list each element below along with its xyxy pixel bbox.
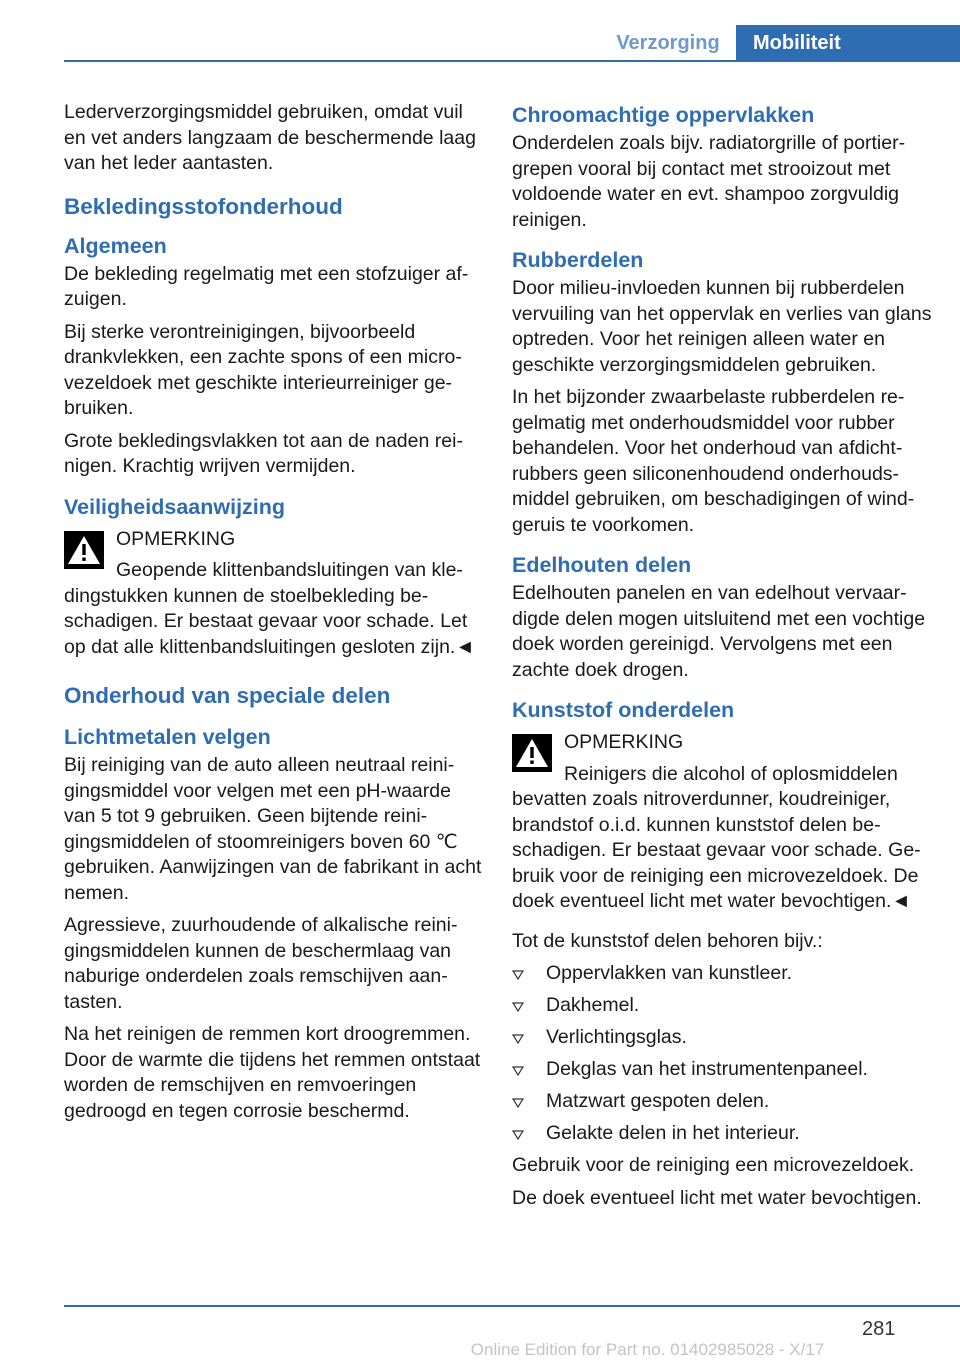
right-column bbox=[512, 102, 932, 1218]
page-number: 281 bbox=[862, 1318, 896, 1340]
paragraph-edelhout: Edelhouten panelen en van edelhout vervaardigde delen mogen uitsluitend met een vochtige doek worden gereinigd. Vervolgens met een zachte doek drogen. bbox=[512, 582, 926, 681]
paragraph-rubber-1: Door milieu-invloeden kunnen bij rubberdelen vervuiling van het oppervlak en verlies van glans optreden. Voor het reinigen alleen water en geschikte verzorgingsmiddelen gebruiken. bbox=[512, 277, 932, 376]
list-item bbox=[512, 993, 932, 1019]
edition-text: Online Edition for Part no. 01402985028 - X/17 bbox=[470, 1340, 825, 1359]
list-item bbox=[512, 961, 932, 987]
paragraph-velgen-2: Agressieve, zuurhoudende of alkalische reinigingsmiddelen kunnen de beschermlaag van naburige onderdelen zoals remschijven aantasten. bbox=[64, 914, 458, 1013]
edition-note bbox=[0, 1340, 960, 1360]
section-heading-speciaal: Onderhoud van speciale delen bbox=[64, 683, 391, 708]
list-item bbox=[512, 1025, 932, 1051]
warning-title: OPMERKING bbox=[564, 731, 684, 753]
list-item-text: Dekglas van het instrumentenpaneel. bbox=[546, 1058, 868, 1080]
warning-title: OPMERKING bbox=[116, 527, 236, 550]
header-tab-mobiliteit[interactable]: Mobiliteit bbox=[736, 25, 960, 61]
subheading-algemeen: Algemeen bbox=[64, 233, 167, 258]
triangle-bullet-icon bbox=[512, 1130, 524, 1140]
list-item-text: Dakhemel. bbox=[546, 994, 640, 1016]
paragraph-end-1: Gebruik voor de reiniging een microvezeldoek. bbox=[512, 1154, 915, 1176]
paragraph-rubber-2: In het bijzonder zwaarbelaste rubberdelen regelmatig met onderhoudsmiddel voor rubber behandelen. Voor het onderhoud van afdichtrubbers geen siliconenhoudend onderhoudsmiddel gebruiken, om beschadigingen of windgeruis te voorkomen. bbox=[512, 386, 915, 536]
subheading-rubber: Rubberdelen bbox=[512, 248, 644, 272]
triangle-bullet-icon bbox=[512, 1002, 524, 1012]
list-item-text: Verlichtingsglas. bbox=[546, 1026, 687, 1048]
warning-triangle-icon bbox=[64, 531, 104, 569]
list-item-text: Oppervlakken van kunstleer. bbox=[546, 962, 793, 984]
header-rule bbox=[64, 60, 960, 62]
paragraph-velgen-1: Bij reiniging van de auto alleen neutraal reinigingsmiddel voor velgen met een pH-waarde van 5 tot 9 gebruiken. Geen bijtende reinigingsmiddelen of stoomreinigers boven 60 ℃ gebruiken. Aanwijzingen van de fabrikant in acht nemen. bbox=[64, 754, 482, 904]
subheading-edelhout: Edelhouten delen bbox=[512, 553, 692, 577]
subheading-veiligheid: Veiligheidsaanwijzing bbox=[64, 494, 286, 519]
header-tab-verzorging[interactable]: Verzorging bbox=[616, 31, 720, 54]
list-item bbox=[512, 1121, 932, 1147]
section-heading-bekleding: Bekledingsstofonderhoud bbox=[64, 193, 343, 219]
triangle-bullet-icon bbox=[512, 1066, 524, 1076]
paragraph-chroom: Onderdelen zoals bijv. radiatorgrille of portiergrepen vooral bij contact met strooizout met voldoende water en evt. shampoo zorgvuldig reinigen. bbox=[512, 132, 906, 231]
list-item-text: Gelakte delen in het interieur. bbox=[546, 1122, 800, 1144]
paragraph-end-2: De doek eventueel licht met water bevochtigen. bbox=[512, 1186, 922, 1209]
triangle-bullet-icon bbox=[512, 1098, 524, 1108]
left-column bbox=[64, 100, 484, 1131]
paragraph-algemeen-2: Bij sterke verontreinigingen, bijvoorbeeld drankvlekken, een zachte spons of een microvezeldoek met geschikte interieurreiniger gebruiken. bbox=[64, 320, 462, 419]
list-item bbox=[512, 1089, 932, 1115]
warning-body: Geopende klittenbandsluitingen van kledingstukken kunnen de stoelbekleding beschadigen. Er bestaat gevaar voor schade. Let op dat alle klittenbandsluitingen gesloten zijn.◄ bbox=[64, 559, 475, 658]
paragraph-list-intro: Tot de kunststof delen behoren bijv.: bbox=[512, 929, 823, 952]
footer-rule bbox=[64, 1305, 960, 1307]
warning-note-kunststof bbox=[512, 730, 932, 915]
paragraph-intro: Lederverzorgingsmiddel gebruiken, omdat vuil en vet anders langzaam de beschermende laag van het leder aantasten. bbox=[64, 101, 476, 174]
subheading-kunststof: Kunststof onderdelen bbox=[512, 698, 735, 722]
list-item-text: Matzwart gespoten delen. bbox=[546, 1090, 770, 1112]
subheading-velgen: Lichtmetalen velgen bbox=[64, 725, 271, 749]
paragraph-algemeen-3: Grote bekledingsvlakken tot aan de naden reinigen. Krachtig wrijven vermijden. bbox=[64, 429, 463, 477]
list-item bbox=[512, 1057, 932, 1083]
paragraph-algemeen-1: De bekleding regelmatig met een stofzuiger afzuigen. bbox=[64, 262, 469, 310]
warning-triangle-icon bbox=[512, 734, 552, 772]
paragraph-velgen-3: Na het reinigen de remmen kort droogremmen. Door de warmte die tijdens het remmen ontstaat worden de remschijven en remvoeringen gedroogd en tegen corrosie beschermd. bbox=[64, 1023, 481, 1122]
warning-note bbox=[64, 527, 484, 661]
subheading-chroom: Chroomachtige oppervlakken bbox=[512, 103, 815, 127]
triangle-bullet-icon bbox=[512, 970, 524, 980]
bullet-list bbox=[512, 961, 932, 1147]
warning-body: Reinigers die alcohol of oplosmiddelen bevatten zoals nitroverdunner, koudreiniger, brandstof o.i.d. kunnen kunststof delen beschadigen. Er bestaat gevaar voor schade. Gebruik voor de reiniging een microvezeldoek. De doek eventueel licht met water bevochtigen.◄ bbox=[512, 762, 921, 912]
triangle-bullet-icon bbox=[512, 1034, 524, 1044]
